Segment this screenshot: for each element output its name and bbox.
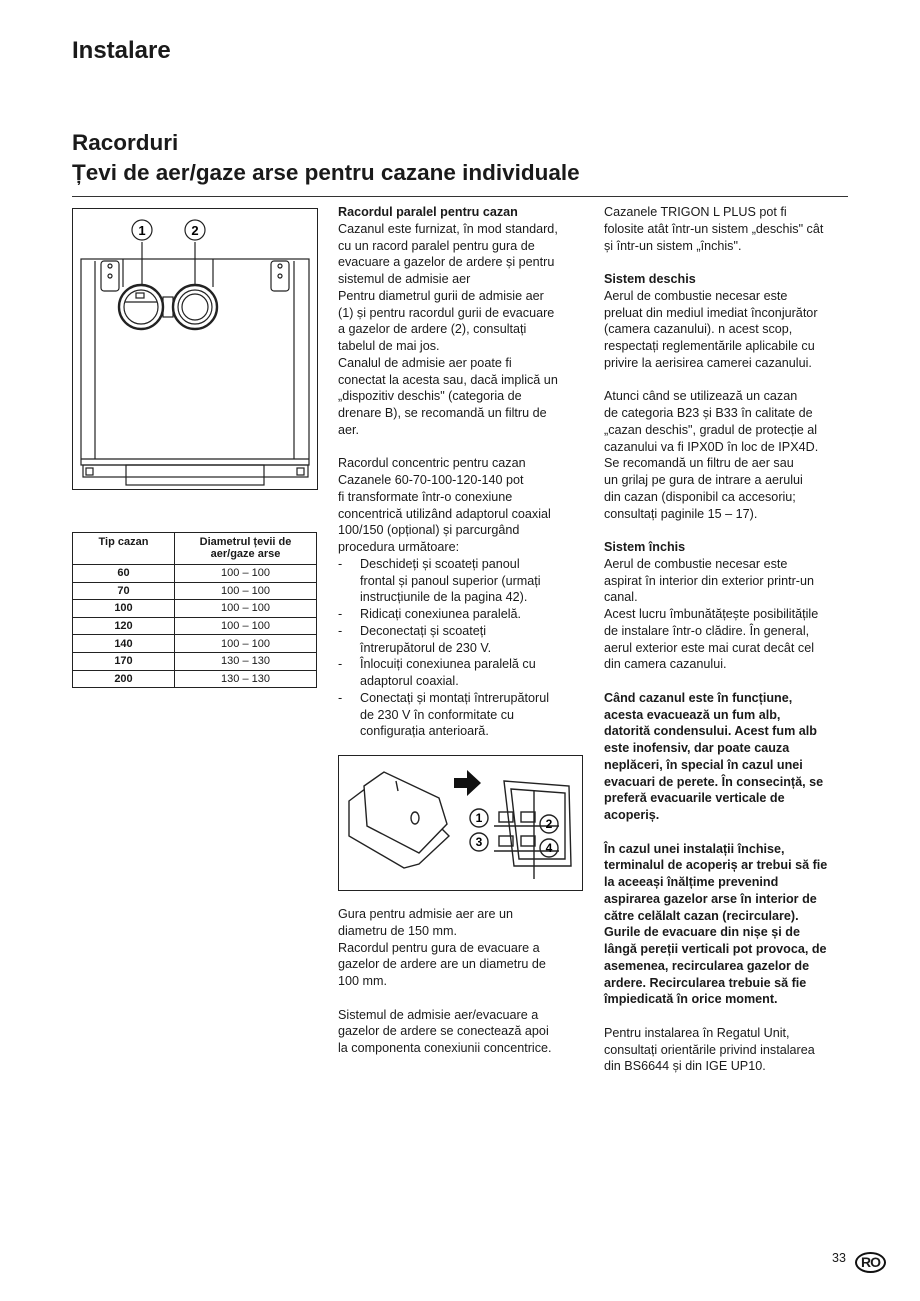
pipe-diameter-cell: 100 – 100	[175, 565, 317, 583]
paragraph-lines	[604, 1025, 827, 1075]
table-row	[73, 635, 317, 653]
boiler-connections-figure	[72, 208, 318, 490]
paragraph-lines	[338, 455, 558, 556]
text-line: este inofensiv, dar poate cauza	[604, 741, 790, 755]
text-line: Canalul de admisie aer poate fi	[338, 355, 512, 370]
text-line: adaptorul coaxial.	[360, 674, 459, 688]
text-line: canal.	[604, 590, 638, 605]
text-line: terminalul de acoperiș ar trebui să fie	[604, 858, 828, 873]
text-line: asemenea, recircularea gazelor de	[604, 958, 810, 973]
paragraph-lines	[360, 656, 536, 690]
text-line: către celălalt cazan (recirculare).	[604, 908, 799, 923]
bullet-dash: -	[338, 623, 343, 638]
page-title: Instalare	[72, 37, 171, 64]
text-line: consultați orientările privind instalarea	[604, 1042, 815, 1057]
text-line: conectat la acesta sau, dacă implică un	[338, 372, 558, 387]
bullet-dash: -	[338, 690, 343, 705]
pipe-diameter-cell: 130 – 130	[175, 652, 317, 670]
table-row	[73, 617, 317, 635]
boiler-type-cell: 120	[73, 617, 175, 635]
text-line: configurația anterioară.	[360, 724, 489, 739]
paragraph-spacer	[338, 439, 558, 456]
text-line: Ridicați conexiunea paralelă.	[360, 607, 522, 621]
text-line: gazelor de ardere are un diametru de	[338, 957, 546, 972]
text-line: Deconectați și scoateți	[360, 623, 486, 638]
text-line: din camera cazanului.	[604, 657, 727, 672]
section-title-line2: Țevi de aer/gaze arse pentru cazane individuale	[72, 160, 580, 185]
paragraph	[338, 455, 558, 556]
paragraph-lines	[604, 271, 827, 288]
paragraph	[338, 906, 552, 990]
bullet-dash: -	[338, 607, 343, 621]
bold-paragraph	[604, 841, 827, 1009]
paragraph	[338, 1007, 552, 1057]
paragraph	[604, 288, 827, 372]
text-line: aerul exterior este mai curat decât cel	[604, 640, 814, 655]
text-line: Conectați și montați întrerupătorul	[360, 690, 549, 705]
text-line: diametru de 150 mm.	[338, 923, 457, 938]
text-line: Gura pentru admisie aer are un	[338, 907, 514, 921]
text-line: Cazanul este furnizat, în mod standard,	[338, 221, 558, 236]
text-line: lângă pereții verticali pot provoca, de	[604, 942, 827, 956]
language-badge: RO	[855, 1252, 886, 1273]
text-line: concentrică utilizând adaptorul coaxial	[338, 506, 551, 521]
text-line: folosite atât într-un sistem „deschis" cât	[604, 221, 824, 236]
list-item	[338, 690, 558, 740]
text-line: la aceeași înălțime prevenind	[604, 875, 779, 889]
table-row	[73, 670, 317, 688]
text-line: aspirarea gazelor arse în interior de	[604, 891, 817, 906]
switch-replacement-figure	[338, 755, 583, 891]
pipe-diameter-cell: 130 – 130	[175, 670, 317, 688]
text-line: neplăceri, în special în cazul unei	[604, 757, 803, 772]
text-line: din BS6644 și din IGE UP10.	[604, 1059, 766, 1074]
text-line: Sistem închis	[604, 540, 686, 554]
section-title-line1: Racorduri	[72, 130, 179, 155]
text-line: instrucțiunile de la pagina 42).	[360, 590, 528, 605]
bold-paragraph	[338, 204, 558, 221]
text-line: Pentru diametrul gurii de admisie aer	[338, 288, 544, 303]
boiler-type-cell: 100	[73, 600, 175, 618]
middle-column-bottom	[338, 906, 552, 1057]
paragraph-spacer	[604, 372, 827, 389]
text-line: preferă evacuarile verticale de	[604, 791, 785, 806]
text-line: gazelor de ardere se conectează apoi	[338, 1024, 549, 1039]
text-line: Sistem deschis	[604, 272, 696, 286]
paragraph	[604, 388, 827, 522]
arrow-right-icon	[454, 770, 481, 796]
text-line: procedura următoare:	[338, 540, 460, 554]
header-boiler-type: Tip cazan	[73, 533, 175, 565]
list-item	[338, 606, 558, 623]
text-line: respectați reglementările aplicabile cu	[604, 339, 815, 353]
paragraph-lines	[338, 906, 552, 990]
flue-diameter-table	[72, 532, 317, 688]
text-line: (camera cazanului). n acest scop,	[604, 322, 793, 337]
bold-paragraph	[604, 271, 827, 288]
text-line: Pentru instalarea în Regatul Unit,	[604, 1025, 790, 1040]
bold-paragraph	[604, 690, 827, 824]
paragraph	[338, 221, 558, 439]
paragraph-lines	[604, 690, 827, 824]
text-line: 100/150 (opțional) și parcurgând	[338, 523, 520, 538]
text-line: la componenta conexiunii concentrice.	[338, 1041, 552, 1055]
text-line: datorită condensului. Acest fum alb	[604, 724, 817, 739]
paragraph	[604, 204, 827, 254]
table-row	[73, 582, 317, 600]
paragraph-spacer	[604, 673, 827, 690]
paragraph-lines	[604, 388, 827, 522]
paragraph-lines	[604, 539, 827, 556]
text-line: Racordul paralel pentru cazan	[338, 205, 518, 219]
list-item	[338, 623, 558, 657]
text-line: Cazanele 60-70-100-120-140 pot	[338, 473, 524, 487]
text-line: aer.	[338, 422, 360, 437]
text-line: întrerupătorul de 230 V.	[360, 640, 492, 655]
callout-2-label: 2	[191, 223, 199, 238]
text-line: (1) și pentru racordul gurii de evacuare	[338, 305, 555, 320]
pipe-diameter-cell: 100 – 100	[175, 600, 317, 618]
text-line: frontal și panoul superior (urmați	[360, 573, 541, 588]
paragraph-lines	[338, 221, 558, 439]
text-line: Deschideți și scoateți panoul	[360, 556, 520, 571]
text-line: Aerul de combustie necesar este	[604, 288, 788, 303]
paragraph-lines	[360, 623, 491, 657]
text-line: fi transformate într-o conexiune	[338, 489, 513, 504]
text-line: acesta evacuează un fum alb,	[604, 707, 781, 722]
paragraph-lines	[360, 690, 549, 740]
text-line: Sistemul de admisie aer/evacuare a	[338, 1007, 539, 1022]
table-row	[73, 652, 317, 670]
text-line: Acest lucru îmbunătățește posibilitățile	[604, 607, 819, 621]
text-line: evacuare a gazelor de ardere și pentru	[338, 255, 555, 270]
pipe-diameter-cell: 100 – 100	[175, 635, 317, 653]
terminal-4-label: 4	[545, 841, 553, 855]
paragraph-lines	[604, 288, 827, 372]
list-item	[338, 656, 558, 690]
text-line: un grilaj pe gura de intrare a aerului	[604, 473, 803, 487]
text-line: preluat din mediul imediat înconjurător	[604, 305, 818, 320]
text-line: împiedicată în orice moment.	[604, 992, 778, 1007]
callout-1-label: 1	[138, 223, 146, 238]
boiler-type-cell: 170	[73, 652, 175, 670]
section-divider	[72, 196, 848, 197]
pipe-diameter-cell: 100 – 100	[175, 617, 317, 635]
text-line: Înlocuiți conexiunea paralelă cu	[360, 657, 536, 672]
page-number: 33	[832, 1251, 846, 1265]
text-line: a gazelor de ardere (2), consultați	[338, 322, 527, 337]
text-line: tabelul de mai jos.	[338, 339, 440, 353]
boiler-type-cell: 140	[73, 635, 175, 653]
text-line: de 230 V în conformitate cu	[360, 707, 515, 722]
text-line: Când cazanul este în funcțiune,	[604, 690, 793, 705]
terminal-3-label: 3	[475, 835, 483, 849]
header-pipe-diameter: Diametrul țevii de aer/gaze arse	[175, 533, 317, 565]
paragraph-spacer	[604, 254, 827, 271]
switch-illustration	[339, 756, 582, 890]
text-line: drenare B), se recomandă un filtru de	[338, 406, 547, 420]
text-line: 100 mm.	[338, 974, 387, 988]
text-line: acoperiș.	[604, 808, 660, 822]
terminal-2-label: 2	[545, 817, 553, 831]
paragraph-lines	[360, 556, 541, 606]
boiler-type-cell: 70	[73, 582, 175, 600]
text-line: „cazan deschis", gradul de protecție al	[604, 422, 818, 437]
paragraph-lines	[604, 556, 827, 673]
paragraph-lines	[338, 1007, 552, 1057]
paragraph	[604, 556, 827, 673]
text-line: aspirat în interior din exterior printr-un	[604, 573, 814, 588]
text-line: Racordul concentric pentru cazan	[338, 456, 526, 471]
middle-column-top	[338, 204, 558, 740]
terminal-1-label: 1	[475, 811, 483, 825]
paragraph-lines	[360, 606, 521, 623]
text-line: evacuari de perete. În consecință, se	[604, 774, 824, 789]
boiler-top-view-illustration	[73, 209, 317, 489]
section-title	[72, 128, 580, 188]
right-column	[604, 204, 827, 1075]
text-line: Racordul pentru gura de evacuare a	[338, 940, 540, 955]
text-line: Gurile de evacuare din nișe și de	[604, 925, 800, 940]
list-item	[338, 556, 558, 606]
text-line: „dispozitiv deschis" (categoria de	[338, 389, 522, 404]
text-line: Cazanele TRIGON L PLUS pot fi	[604, 205, 787, 219]
table-row	[73, 565, 317, 583]
paragraph-spacer	[604, 1008, 827, 1025]
bullet-dash: -	[338, 657, 343, 672]
bold-paragraph	[604, 539, 827, 556]
text-line: Aerul de combustie necesar este	[604, 556, 788, 571]
text-line: consultați paginile 15 – 17).	[604, 506, 758, 521]
paragraph-spacer	[604, 824, 827, 841]
text-line: sistemul de admisie aer	[338, 272, 471, 286]
bullet-dash: -	[338, 556, 343, 571]
paragraph-lines	[604, 204, 827, 254]
boiler-type-cell: 200	[73, 670, 175, 688]
text-line: și într-un sistem „închis".	[604, 238, 742, 253]
text-line: privire la aerisirea camerei cazanului.	[604, 355, 812, 370]
table-header-row	[73, 533, 317, 565]
paragraph-spacer	[604, 522, 827, 539]
paragraph-lines	[338, 204, 558, 221]
text-line: Atunci când se utilizează un cazan	[604, 389, 798, 404]
table-row	[73, 600, 317, 618]
paragraph-spacer	[338, 990, 552, 1007]
text-line: de categoria B23 și B33 în calitate de	[604, 406, 813, 420]
text-line: din cazan (disponibil ca accesoriu;	[604, 489, 796, 504]
paragraph-lines	[604, 841, 827, 1009]
text-line: Se recomandă un filtru de aer sau	[604, 456, 794, 471]
text-line: de instalare într-o clădire. În general,	[604, 623, 810, 638]
paragraph	[604, 1025, 827, 1075]
boiler-type-cell: 60	[73, 565, 175, 583]
text-line: cu un racord paralel pentru gura de	[338, 238, 535, 253]
text-line: În cazul unei instalații închise,	[604, 841, 785, 856]
text-line: ardere. Recircularea trebuie să fie	[604, 975, 807, 990]
pipe-diameter-cell: 100 – 100	[175, 582, 317, 600]
text-line: cazanului va fi IPX0D în loc de IPX4D.	[604, 439, 819, 454]
